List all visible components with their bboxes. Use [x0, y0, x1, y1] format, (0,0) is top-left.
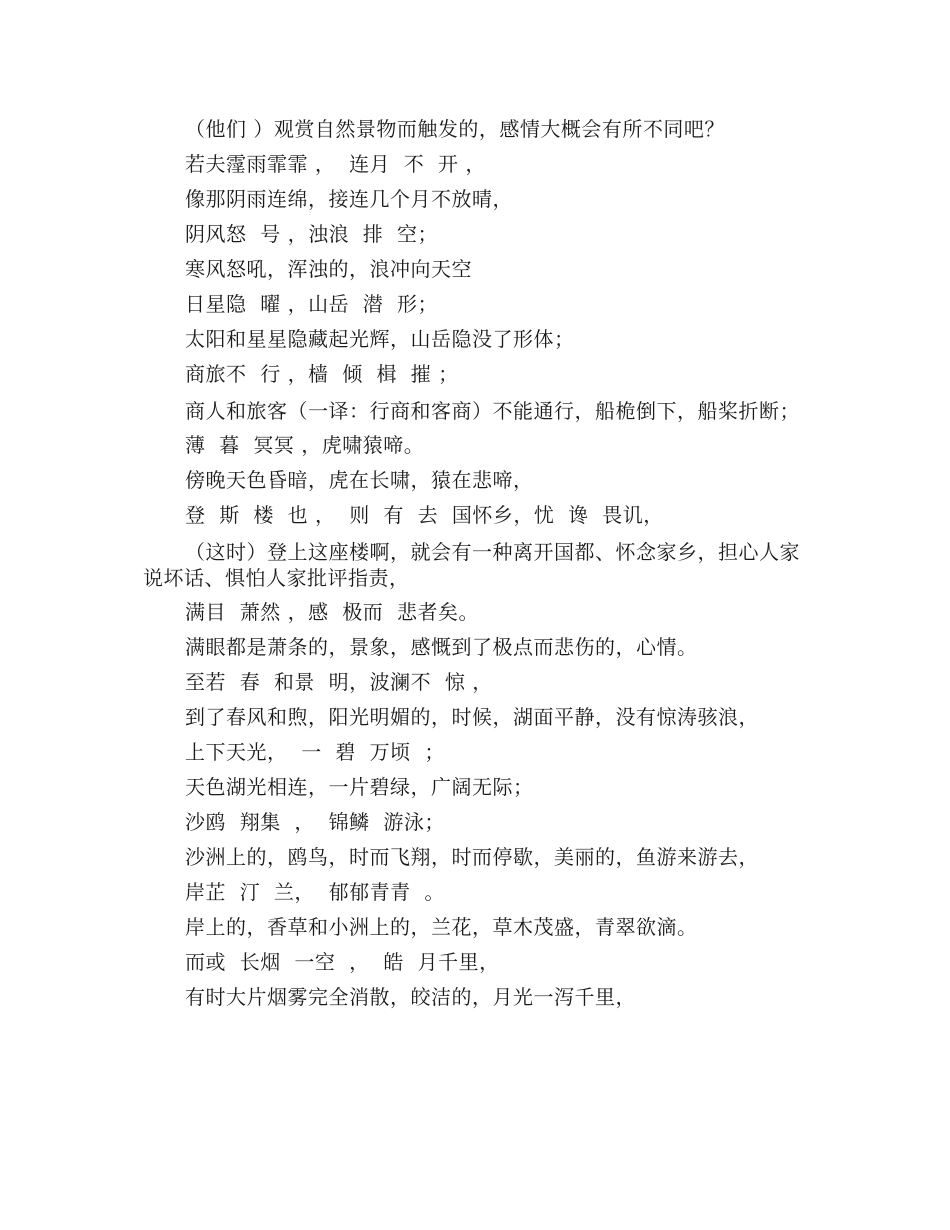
text-line: 商旅不 行 ，樯 倾 楫 摧 ； [185, 362, 459, 386]
text-line: 而或 长烟 一空 ， 皓 月千里， [185, 950, 500, 974]
text-line: 傍晚天色昏暗，虎在长啸，猿在悲啼， [185, 468, 534, 492]
text-line: 至若 春 和景 明，波澜不 惊 ， [185, 670, 493, 694]
text-line: 日星隐 曜 ，山岳 潜 形； [185, 292, 439, 316]
text-line: 有时大片烟雾完全消散，皎洁的，月光一泻千里， [185, 985, 636, 1009]
text-line: 沙鸥 翔集 ， 锦鳞 游泳； [185, 810, 445, 834]
text-line: 岸上的，香草和小洲上的，兰花，草木茂盛，青翠欲滴。 [185, 915, 698, 939]
text-line: 岸芷 汀 兰， 郁郁青青 。 [185, 880, 445, 904]
text-line: 满眼都是萧条的，景象，感慨到了极点而悲伤的，心情。 [185, 635, 698, 659]
text-line: 寒风怒吼，浑浊的，浪冲向天空 [185, 257, 472, 281]
text-line: 登 斯 楼 也 ， 则 有 去 国怀乡，忧 谗 畏讥， [185, 503, 664, 527]
text-line: 像那阴雨连绵，接连几个月不放晴， [185, 187, 513, 211]
text-line: （他们 ）观赏自然景物而触发的，感情大概会有所不同吧？ [185, 117, 725, 141]
text-line: 太阳和星星隐藏起光辉，山岳隐没了形体； [185, 327, 575, 351]
text-line: 满目 萧然 ，感 极而 悲者矣。 [185, 600, 480, 624]
text-line: 天色湖光相连，一片碧绿，广阔无际； [185, 775, 534, 799]
text-line: 上下天光， 一 碧 万顷 ； [185, 740, 445, 764]
text-line: 若夫霪雨霏霏 ， 连月 不 开 ， [185, 152, 486, 176]
text-line: （这时）登上这座楼啊，就会有一种离开国都、怀念家乡，担心人家说坏话、惧怕人家批评指责， [143, 540, 800, 590]
text-line: 沙洲上的，鸥鸟，时而飞翔，时而停歇，美丽的，鱼游来游去， [185, 845, 759, 869]
text-line: 商人和旅客（一译：行商和客商）不能通行，船桅倒下，船桨折断； [185, 399, 800, 423]
text-line: 到了春风和煦，阳光明媚的，时候，湖面平静，没有惊涛骇浪， [185, 705, 759, 729]
text-line: 阴风怒 号 ，浊浪 排 空； [185, 222, 439, 246]
text-line: 薄 暮 冥冥 ，虎啸猿啼。 [185, 433, 425, 457]
document-body [143, 112, 803, 1015]
